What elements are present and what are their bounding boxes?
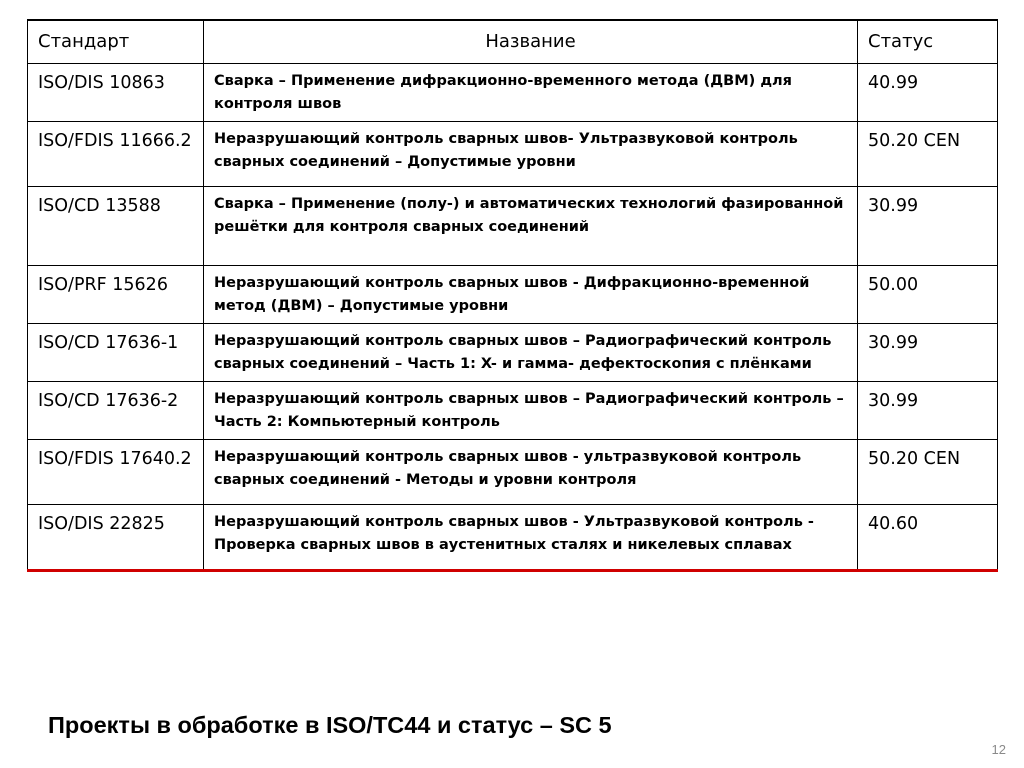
slide-number: 12 <box>991 742 1006 757</box>
standard-cell: ISO/PRF 15626 <box>28 266 204 324</box>
table-header-row <box>28 20 998 64</box>
standard-cell: ISO/CD 17636-1 <box>28 324 204 382</box>
table-row <box>28 382 998 440</box>
standard-cell: ISO/DIS 22825 <box>28 505 204 571</box>
header-name: Название <box>204 20 858 64</box>
name-cell: Неразрушающий контроль сварных швов- Ультразвуковой контроль сварных соединений – Допустимые уровни <box>204 122 858 187</box>
status-cell: 40.60 <box>858 505 998 571</box>
table-row <box>28 187 998 266</box>
header-standard: Стандарт <box>28 20 204 64</box>
standard-cell: ISO/CD 13588 <box>28 187 204 266</box>
table-row <box>28 440 998 505</box>
name-cell: Сварка – Применение (полу-) и автоматических технологий фазированной решётки для контроля сварных соединений <box>204 187 858 266</box>
status-cell: 50.20 CEN <box>858 440 998 505</box>
standard-cell: ISO/FDIS 11666.2 <box>28 122 204 187</box>
status-cell: 30.99 <box>858 187 998 266</box>
table-row <box>28 122 998 187</box>
table-row <box>28 64 998 122</box>
standards-table <box>27 19 998 572</box>
standard-cell: ISO/FDIS 17640.2 <box>28 440 204 505</box>
name-cell: Неразрушающий контроль сварных швов – Радиографический контроль сварных соединений – Часть 1: X- и гамма- дефектоскопия с плёнками <box>204 324 858 382</box>
status-cell: 50.00 <box>858 266 998 324</box>
status-cell: 40.99 <box>858 64 998 122</box>
status-cell: 50.20 CEN <box>858 122 998 187</box>
name-cell: Неразрушающий контроль сварных швов – Радиографический контроль – Часть 2: Компьютерный контроль <box>204 382 858 440</box>
name-cell: Неразрушающий контроль сварных швов - Ультразвуковой контроль - Проверка сварных швов в аустенитных сталях и никелевых сплавах <box>204 505 858 571</box>
table-row <box>28 324 998 382</box>
status-cell: 30.99 <box>858 382 998 440</box>
name-cell: Сварка – Применение дифракционно-временного метода (ДВМ) для контроля швов <box>204 64 858 122</box>
table-row <box>28 505 998 571</box>
header-status: Статус <box>858 20 998 64</box>
standard-cell: ISO/CD 17636-2 <box>28 382 204 440</box>
name-cell: Неразрушающий контроль сварных швов - ультразвуковой контроль сварных соединений - Методы и уровни контроля <box>204 440 858 505</box>
table-row <box>28 266 998 324</box>
status-cell: 30.99 <box>858 324 998 382</box>
name-cell: Неразрушающий контроль сварных швов - Дифракционно-временной метод (ДВМ) – Допустимые уровни <box>204 266 858 324</box>
slide-title: Проекты в обработке в ISO/TC44 и статус – SC 5 <box>48 712 612 738</box>
standard-cell: ISO/DIS 10863 <box>28 64 204 122</box>
